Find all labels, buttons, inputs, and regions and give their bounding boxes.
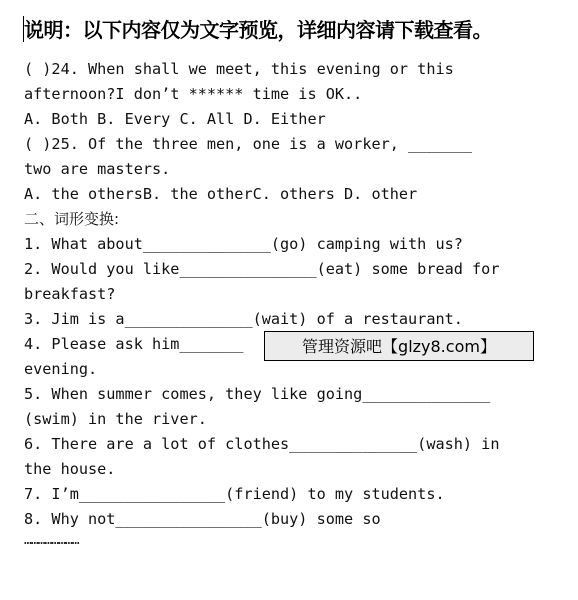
question-25-line-2: two are masters. — [24, 160, 171, 178]
question-24-line-1: ( )24. When shall we meet, this evening or this — [24, 60, 454, 78]
exercise-2-line-2: breakfast? — [24, 285, 116, 303]
preview-notice: 说明：以下内容仅为文字预览，详细内容请下载查看。 — [24, 18, 492, 42]
exercise-8: 8. Why not________________(buy) some so — [24, 510, 381, 528]
exercise-5-line-1: 5. When summer comes, they like going______________ — [24, 385, 491, 403]
exercise-4-line-1: 4. Please ask him_______ — [24, 335, 244, 353]
ellipsis-continuation: …………………… — [24, 533, 79, 548]
question-25-options: A. the othersB. the otherC. others D. other — [24, 185, 418, 203]
exercise-4-line-2: evening. — [24, 360, 98, 378]
question-24-line-2: afternoon?I don’t ****** time is OK.. — [24, 85, 363, 103]
exercise-5-line-2: (swim) in the river. — [24, 410, 207, 428]
exercise-6-line-2: the house. — [24, 460, 116, 478]
question-24-options: A. Both B. Every C. All D. Either — [24, 110, 326, 128]
section-heading-word-forms: 二、词形变换: — [24, 210, 120, 228]
exercise-1: 1. What about______________(go) camping with us? — [24, 235, 463, 253]
watermark-banner: 管理资源吧【glzy8.com】 — [264, 331, 534, 361]
question-25-line-1: ( )25. Of the three men, one is a worker, _______ — [24, 135, 473, 153]
exercise-2-line-1: 2. Would you like_______________(eat) some bread for — [24, 260, 500, 278]
exercise-7: 7. I’m________________(friend) to my students. — [24, 485, 445, 503]
exercise-6-line-1: 6. There are a lot of clothes______________(wash) in — [24, 435, 500, 453]
exercise-3: 3. Jim is a______________(wait) of a restaurant. — [24, 310, 463, 328]
